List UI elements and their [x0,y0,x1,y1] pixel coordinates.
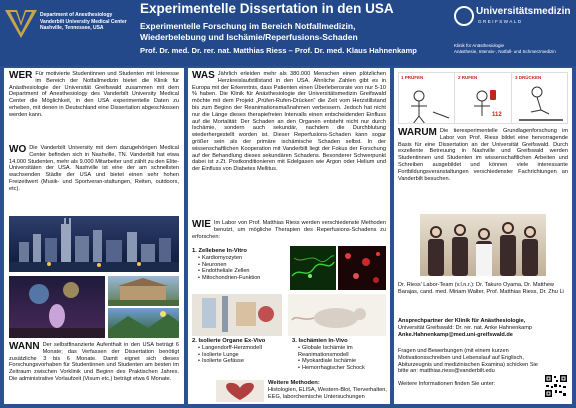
microscopy-green-image [290,246,336,290]
middle-panel [188,68,390,404]
list-cell-level [192,248,288,281]
lab-team-photo [420,214,546,276]
clinic-text [454,43,576,55]
mouse-icon [288,294,386,336]
phone-call-icon [456,82,512,124]
um-sub: GREIFSWALD [478,19,523,24]
heart-specimen-image [216,380,264,402]
more-methods-text [268,380,388,401]
skyline-icon [9,216,179,272]
wann-text: Der selbstfinanzierte Aufenthalt in den USA beträgt 6 Monate; das Verfassen der Dissertation benötigt zusätzliche 3 bis 6 Monate. Damit eignet sich dieses Forschungsvorhaben für Studentinnen und Studenten am besten im Zeitraum zwischen Vorklinik und Beginn des Praktischen Jahres. Die administrative Vorlaufzeit (Visum etc.) beträgt etwa 6 Monate. [9,342,179,382]
cpr-label: 2 RUFEN [458,75,478,80]
warum-text: Die tierexperimentelle Grundlagenforschung im Labor von Prof. Riess bildet eine hervorragende Basis für eine Dissertation an der Universität Greifswald. Durch exzellente Betreuung in Nashville und Greifswald werden Studentinnen und Studenten im wissenschaftlichen Arbeiten und Schreiben ausgebildet und können viele interessante Fortbildungsveranstaltungen verschiedenster Fachrichtungen an Vanderbilt besuchen. [398,128,568,182]
clinic-line: Anästhesie, Intensiv-, Notfall- und Schmerzmedizin [454,49,556,54]
list [292,345,388,371]
heart-icon [216,380,264,402]
poster-title: Experimentelle Dissertation in den USA [140,1,394,16]
team-caption-line: Dr. Riess' Labor-Team (v.l.n.r.): Dr. Takuro Oyama, Dr. Matthew Barajas, cand. med. Miriam Walter, Prof. Matthias Riess, Dr. Zhu Li [398,282,564,295]
warum-lead: WARUM [398,127,437,138]
list-in-vivo [292,338,388,371]
vanderbilt-logo-icon [4,6,38,40]
left-panel [4,68,184,404]
nashville-skyline-photo [9,216,179,272]
music-concert-photo [9,276,105,338]
wer-lead: WER [9,70,33,81]
more-head: Weitere Methoden: [268,380,320,386]
red-cells-icon [338,246,386,290]
was-section [192,71,386,173]
check-person-icon [399,82,455,124]
wer-paragraph [9,71,179,119]
cpr-step-call [456,73,512,124]
apparatus-icon [192,294,282,336]
wo-paragraph [9,145,179,193]
green-cells-icon [290,246,336,290]
wie-lead: WIE [192,219,211,230]
subtitle-line: Experimentelle Forschung im Bereich Notfallmedizin, [140,21,356,31]
qr-code-icon[interactable] [544,374,568,398]
list-item: • Isolierte Lunge [198,352,288,359]
team-caption-text [398,282,568,296]
wann-paragraph [9,342,179,383]
campus-icon [108,276,179,306]
svg-text:112: 112 [492,112,502,118]
wie-text: Im Labor von Prof. Matthias Riess werden verschiedenste Methoden benutzt, um mögliche Therapien des Reperfusions-Schadens zu erforschen: [192,220,386,240]
list-head: 2. Isolierte Organe Ex-Vivo [192,338,266,344]
greifswald-logo [454,4,572,42]
list-item: • Langendorff-Herzmodell [198,345,288,352]
mouse-model-image [288,294,386,336]
outdoors-icon [108,308,179,338]
list-item: • Isolierte Gefässe [198,358,288,365]
wo-lead: WO [9,144,27,155]
was-paragraph [192,71,386,173]
cpr-step-check [399,73,455,124]
wie-section [192,220,386,240]
list-item: • Mitochondrien-Funktion [198,275,288,282]
apply-text: Fragen und Bewerbungen (mit einem kurzen Motivationsschreiben und Lebenslauf auf Englisch, Abiturzeugnis und medizinischen Examina) schicken Sie bitte an: matthias.riess@vanderbilt.edu [398,348,538,375]
list-organ-level [192,338,288,365]
list-item: • Kardiomyozyten [198,255,288,262]
vu-line: Vanderbilt University Medical Center [40,18,127,25]
cpr-steps-graphic [398,72,568,124]
contact-section [398,318,568,338]
greifswald-seal-icon [454,6,474,26]
outdoors-photo [108,308,179,338]
more-text: Histologien, ELISA, Western-Blot, Tierverhalten, EEG, laborchemische Untersuchungen [268,387,387,400]
list-head: 1. Zellebene In-Vitro [192,248,247,254]
cpr-step-press [513,73,568,124]
was-lead: WAS [192,70,215,81]
wo-section [9,145,179,193]
poster-header [0,0,576,66]
microscopy-red-image [338,246,386,290]
contact-head: Ansprechpartner der Klinik für Anästhesiologie, [398,318,526,324]
cpr-label: 3 DRÜCKEN [515,75,542,80]
compression-icon [513,82,568,124]
wie-paragraph [192,220,386,240]
contact-email-link[interactable]: Anke.Hahnenkamp@med.uni-greifswald.de [398,331,513,338]
apply-section [398,348,544,388]
more-info-text: Weitere Informationen finden Sie unter: [398,381,496,388]
clinic-line: Klinik für Anästhesiologie [454,43,505,48]
vanderbilt-dept-text [40,12,135,32]
concert-icon [9,276,105,338]
poster-subtitle [140,21,450,43]
vu-line: Department of Anesthesiology [40,12,113,18]
vu-line: Nashville, Tennessee, USA [40,25,104,31]
list-item: • Globale Ischämie im Reanimationsmodell [298,345,388,358]
poster-authors: Prof. Dr. med. Dr. rer. nat. Matthias Riess – Prof. Dr. med. Klaus Hahnenkamp [140,46,417,55]
wer-section [9,71,179,119]
right-panel [394,68,572,404]
list-item: • Neuronen [198,262,288,269]
list-head: 3. Ischämien In-Vivo [292,338,348,344]
cpr-label: 1 PRÜFEN [401,75,424,80]
team-caption [398,282,568,296]
list [192,345,288,365]
warum-section [398,128,568,182]
campus-photo [108,276,179,306]
subtitle-line: Wiederbelebung und Ischämie/Reperfusions-Schaden [140,32,358,42]
um-name: Universitätsmedizin [476,6,571,17]
wo-text: Die Vanderbilt University mit dem dazugehörigen Medical Center befinden sich in Nashville, TN. Vanderbilt hat etwa 14.000 Studenten, mehr als 9.000 Mitarbeiter und zählt zu den Elite-Universitäten der USA. Nashville ist eine der am schnellsten wachsenden Städte der USA und bietet einen sehr hohen Freizeitwert (Musik- und Sportveran-staltungen, Reiten, outdoors, etc). [9,145,179,192]
contact-line2: Universität Greifswald: Dr. rer. nat. Anke Hahnenkamp [398,324,532,331]
list-item: • Endotheliale Zellen [198,268,288,275]
was-text: Jährlich erleiden mehr als 380.000 Menschen einen plötzlichen Herzkreislaufstillstand in den USA. Ähnliche Zahlen gibt es in Europa mit der Erkenntnis, dass Patienten einen Überlebensrate von nur 5-10 % haben. Die Klinik für Anästhesiologie der Universitätsmedizin Greifswald möchte mit dem Projekt „Prüfen-Rufen-Drücken“ die Zeit vom Herzstillstand bis zum Beginn der Reanimationsmaßnahmen verbessern. Jedoch hat nicht nur die Länge dieses therapiefreien Intervalls einen entscheidenden Einfluss auf die Mortalität: Der Schaden an den Organen entsteht nicht nur durch Ischämie, sondern auch sekundär, nachdem die Durchblutung wiederhergestellt worden ist. Dieser Reperfusions-Schaden kann sogar größer sein als der primäre ischämische Schaden selbst. In der wissenschaftlichen Kooperation mit Vanderbilt liegt der Fokus der Forschung auf der Behandlung dieses sekundären Schadens. Besonderer Schwerpunkt dabei ist z.Zt. Postkonditionieren mit Edelgasen wie Argon oder Helium und der Einfluss von Diabetes Mellitus. [192,71,386,173]
wann-section [9,342,179,383]
warum-paragraph [398,128,568,182]
wer-text: Für motivierte Studentinnen und Studenten mit Interesse im Bereich der Notfallmedizin bietet die Klinik für Anästhesiologie der Universität Greifswald zusammen mit dem Department of Anesthesiology des Vanderbilt University Medical Center die Möglichkeit, in den USA experimentelle Daten zu erheben, mit denen in Deutschland eine Dissertation abgeschlossen werden kann. [9,71,179,118]
langendorff-apparatus-image [192,294,282,336]
wann-lead: WANN [9,341,40,352]
list-item: • Myokardiale Ischämie [298,358,388,365]
list-item: • Hemorrhagischer Schock [298,365,388,372]
list [192,255,288,281]
team-people-icon [420,214,546,276]
